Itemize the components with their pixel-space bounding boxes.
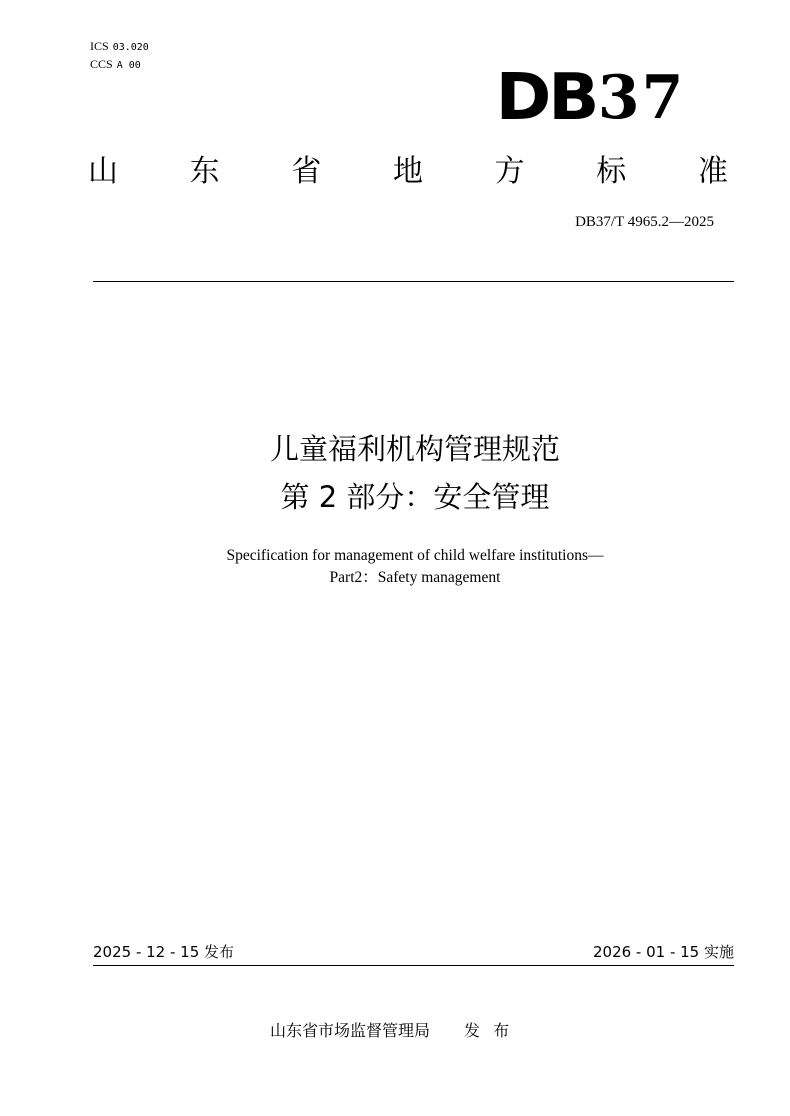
standard-type-char: 方 <box>494 154 525 189</box>
standard-type-char: 山 <box>88 154 118 189</box>
standard-type-char: 地 <box>392 154 423 189</box>
publisher-name: 山东省市场监督管理局 <box>270 1021 431 1040</box>
logo-prefix: DB <box>495 61 597 135</box>
ccs-code: A 00 <box>116 60 141 71</box>
ics-label: ICS <box>90 39 109 53</box>
classification-codes <box>90 38 149 74</box>
ccs-row <box>90 56 149 74</box>
implementation-date: 2026 - 01 - 15 实施 <box>592 943 734 961</box>
ics-code: 03.020 <box>112 42 149 53</box>
title-cn-main: 儿童福利机构管理规范 <box>269 432 560 466</box>
db37-logo <box>495 61 686 135</box>
bottom-divider <box>93 965 734 966</box>
ics-row <box>90 38 149 56</box>
logo-number: 37 <box>597 63 686 133</box>
standard-type-char: 标 <box>596 154 627 189</box>
standard-type-char: 准 <box>697 154 728 189</box>
title-en-part: Part2：Safety management <box>329 569 501 586</box>
title-cn-part: 第 2 部分：安全管理 <box>280 480 550 514</box>
top-divider <box>93 281 734 282</box>
standard-type-heading <box>88 150 728 194</box>
standard-type-char: 省 <box>291 154 322 189</box>
ccs-label: CCS <box>90 57 113 71</box>
publisher-action: 发 布 <box>464 1021 510 1040</box>
publisher-line <box>270 1019 509 1043</box>
issue-date: 2025 - 12 - 15 发布 <box>93 943 235 961</box>
standard-number: DB37/T 4965.2—2025 <box>575 214 714 230</box>
title-en-main: Specification for management of child welfare institutions— <box>226 547 604 564</box>
standard-type-char: 东 <box>189 154 220 189</box>
